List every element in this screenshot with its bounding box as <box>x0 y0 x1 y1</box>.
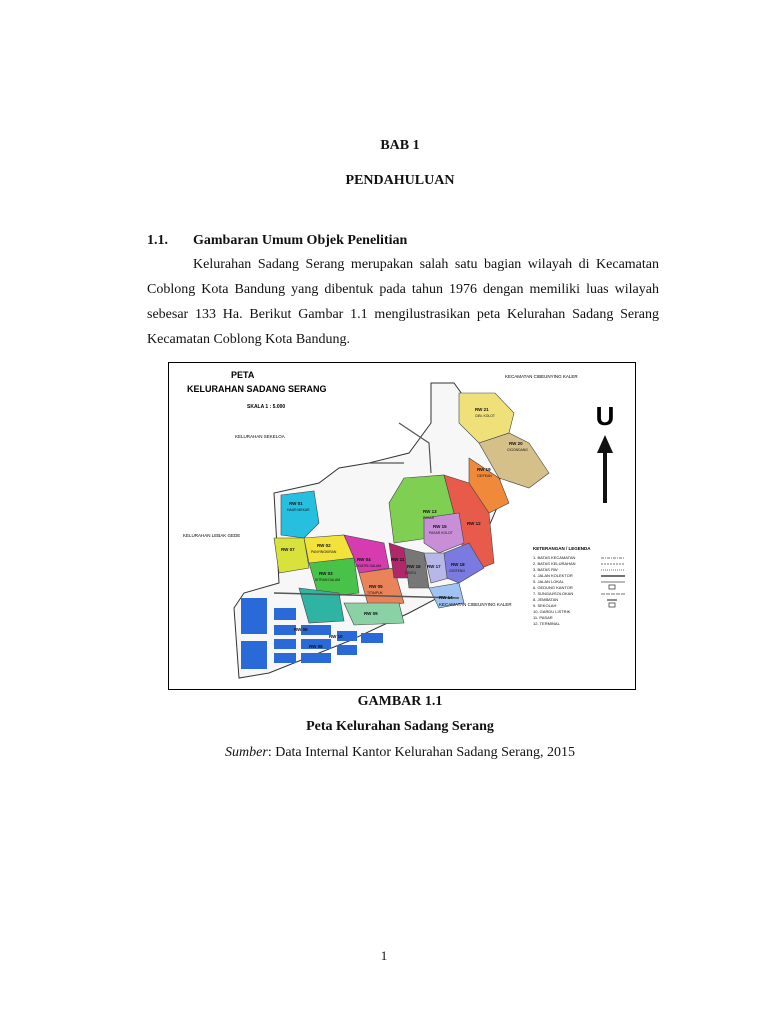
rw-label: RW 21 <box>475 407 489 412</box>
rw-label: RW 10 <box>329 634 343 639</box>
figure-title: Peta Kelurahan Sadang Serang <box>306 719 494 734</box>
legend-item: 11. PASAR <box>533 615 553 620</box>
chapter-number: BAB 1 <box>380 138 420 153</box>
legend-item: 5. JALAN LOKAL <box>533 579 564 584</box>
rw-name: CISITU <box>405 571 417 575</box>
neighbor-north-east: KECAMATAN CIBEUNYING KALER <box>505 374 578 379</box>
rw-label: RW 12 <box>467 521 481 526</box>
rw-label: RW 11 <box>391 557 405 562</box>
map-title-line2: KELURAHAN SADANG SERANG <box>187 384 327 394</box>
rw-name: CISITENG <box>449 569 466 573</box>
north-arrow-head-icon <box>597 435 613 453</box>
rw-label: RW 07 <box>281 547 295 552</box>
section-heading <box>147 233 407 249</box>
rw-name: PANYINGKIRAN <box>311 550 337 554</box>
legend-item: 2. BATAS KELURAHAN <box>533 561 576 566</box>
rw-label: RW 20 <box>509 441 523 446</box>
rw-name: SITRAN DALAM <box>315 578 341 582</box>
rw-label: RW 09 <box>364 611 378 616</box>
rw-label: RW 06 <box>294 627 308 632</box>
map-figure <box>168 362 636 690</box>
rw-name: CIBI. KOLOT <box>475 414 495 418</box>
map-svg <box>169 363 635 689</box>
rw-name: PASAR KOLOT <box>429 531 453 535</box>
rw12w-area <box>274 538 309 573</box>
legend-item: 10. GARDU LISTRIK <box>533 609 571 614</box>
map-title-line1: PETA <box>231 370 255 380</box>
rw-label: RW 17 <box>427 564 441 569</box>
legend-item: 1. BATAS KECAMATAN <box>533 555 576 560</box>
legend-item: 7. SUNGAI/SOLOKAN <box>533 591 574 596</box>
figure-label: GAMBAR 1.1 <box>357 694 443 709</box>
neighbor-west: KELURAHAN LEBAK GEDE <box>183 533 241 538</box>
rw-label: RW 04 <box>357 557 371 562</box>
paragraph-text: Kelurahan Sadang Serang merupakan salah satu bagian wilayah di Kecamatan Coblong Kota Bandung yang dibentuk pada tahun 1976 dengan memiliki luas wilayah sebesar 133 Ha. Berikut Gambar 1.1 mengilustrasikan peta Kelurahan Sadang Serang Kecamatan Coblong Kota Bandung. <box>147 257 659 347</box>
legend-item: 6. GEDUNG KANTOR <box>533 585 573 590</box>
rw-label: RW 08 <box>309 644 323 649</box>
map-scale: SKALA 1 : 5.000 <box>247 404 286 410</box>
rw-label: RW 18 <box>451 562 465 567</box>
body-paragraph <box>147 252 659 352</box>
north-letter: U <box>595 401 615 431</box>
legend-list <box>533 555 576 626</box>
chapter-title: PENDAHULUAN <box>345 173 455 188</box>
rw-label: RW 13 <box>423 509 437 514</box>
legend-title: KETERANGAN / LEGENDA <box>533 546 591 551</box>
neighbor-south-east: KECAMATAN CIBEUNYING KALER <box>439 602 512 607</box>
legend-item: 8. JEMBATAN <box>533 597 559 602</box>
rw-label: RW 03 <box>319 571 333 576</box>
page-number: 1 <box>380 948 388 963</box>
rw-name: HAUR MEKAR <box>287 508 310 512</box>
rw-name: CIGATRI DALAM <box>355 564 382 568</box>
rw-label: RW 15 <box>433 524 447 529</box>
rw-label: RW 05 <box>369 584 383 589</box>
source-text: : Data Internal Kantor Kelurahan Sadang Serang, 2015 <box>267 745 575 760</box>
legend-symbols <box>601 558 625 607</box>
legend-item: 4. JALAN KOLEKTOR <box>533 573 573 578</box>
rw-name: CIGONDANG <box>507 448 528 452</box>
legend-item: 3. BATAS RW <box>533 567 558 572</box>
rw-label: RW 14 <box>439 595 453 600</box>
section-number: 1.1. <box>147 233 168 248</box>
rw-label: RW 02 <box>317 543 331 548</box>
source-label: Sumber <box>225 745 268 760</box>
rw-label: RW 01 <box>289 501 303 506</box>
rw-label: RW 16 <box>407 564 421 569</box>
rw-name: PASAR <box>423 516 435 520</box>
north-arrow-shaft <box>603 447 607 503</box>
section-title: Gambaran Umum Objek Penelitian <box>193 233 408 248</box>
neighbor-north-west: KELURAHAN SEKELOA <box>235 434 285 439</box>
legend-item: 12. TERMINAL <box>533 621 560 626</box>
rw-label: RW 19 <box>477 467 491 472</box>
legend-item: 9. SEKOLAH <box>533 603 557 608</box>
rw-name: TITIMPUK <box>367 591 383 595</box>
figure-source <box>16 745 768 761</box>
rw-name: CIEFEAN <box>477 474 492 478</box>
